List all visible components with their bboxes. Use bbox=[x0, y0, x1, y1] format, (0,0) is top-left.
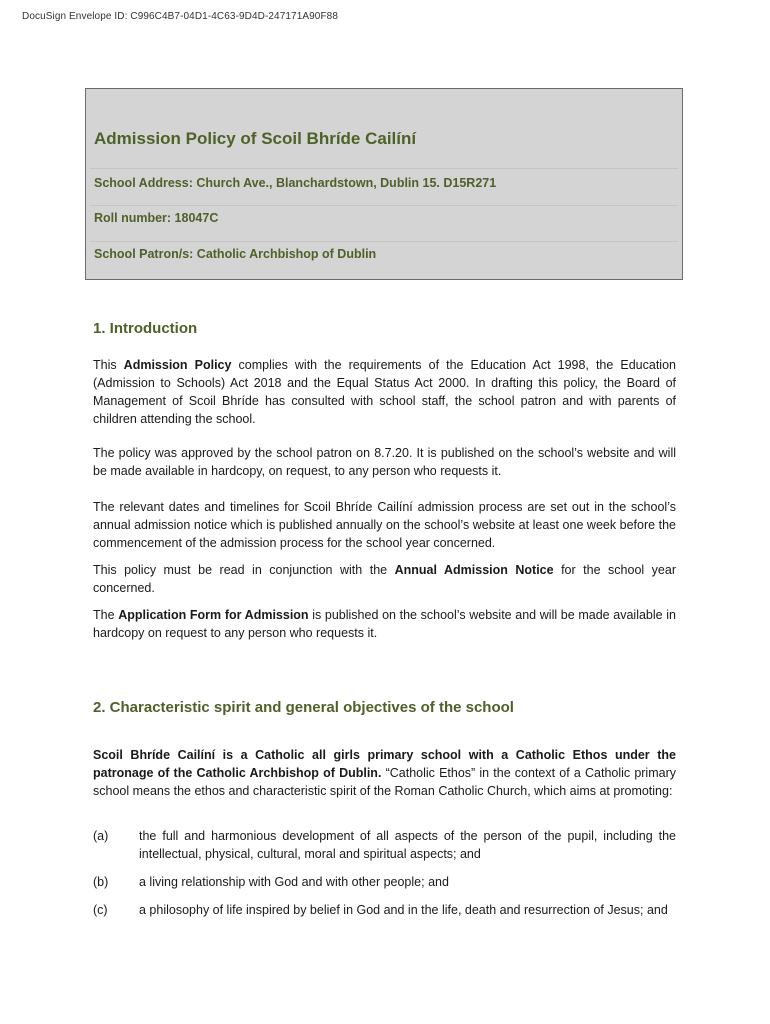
list-item-label: (b) bbox=[93, 875, 109, 889]
school-patron: School Patron/s: Catholic Archbishop of Dublin bbox=[94, 247, 377, 261]
intro-paragraph-4: This policy must be read in conjunction with the Annual Admission Notice for the school year concerned. bbox=[93, 563, 676, 595]
policy-title: Admission Policy of Scoil Bhríde Cailíní bbox=[94, 129, 417, 148]
list-item-text: a living relationship with God and with other people; and bbox=[139, 875, 449, 889]
intro-paragraph-1: This Admission Policy complies with the requirements of the Education Act 1998, the Education (Admission to Schools) Act 2018 and the Equal Status Act 2000. In drafting this policy, the Board of Management of Scoil Bhríde has consulted with school staff, the school patron and with parents of children attending the school. bbox=[93, 358, 676, 426]
header-divider bbox=[90, 168, 678, 169]
list-item-text: a philosophy of life inspired by belief in God and in the life, death and resurrection of Jesus; and bbox=[139, 903, 668, 917]
intro-paragraph-5: The Application Form for Admission is published on the school’s website and will be made available in hardcopy on request to any person who requests it. bbox=[93, 608, 676, 640]
school-address: School Address: Church Ave., Blanchardstown, Dublin 15. D15R271 bbox=[94, 176, 497, 190]
envelope-id: DocuSign Envelope ID: C996C4B7-04D1-4C63-9D4D-247171A90F88 bbox=[22, 11, 338, 22]
section-1-heading: 1. Introduction bbox=[93, 320, 198, 337]
list-item-label: (a) bbox=[93, 829, 109, 843]
list-item-text: the full and harmonious development of all aspects of the person of the pupil, including the intellectual, physical, cultural, moral and spiritual aspects; and bbox=[139, 829, 676, 861]
header-divider bbox=[90, 205, 678, 206]
intro-paragraph-2: The policy was approved by the school patron on 8.7.20. It is published on the school’s website and will be made available in hardcopy, on request, to any person who requests it. bbox=[93, 446, 676, 478]
header-divider bbox=[90, 241, 678, 242]
policy-header-box bbox=[85, 88, 683, 280]
roll-number: Roll number: 18047C bbox=[94, 211, 219, 225]
ethos-paragraph: Scoil Bhríde Cailíní is a Catholic all girls primary school with a Catholic Ethos under the patronage of the Catholic Archbishop of Dublin. “Catholic Ethos” in the context of a Catholic primary school means the ethos and characteristic spirit of the Roman Catholic Church, which aims at promoting: bbox=[93, 748, 676, 798]
intro-paragraph-3: The relevant dates and timelines for Scoil Bhríde Cailíní admission process are set out in the school’s annual admission notice which is published annually on the school’s website at least one week before the commencement of the admission process for the school year concerned. bbox=[93, 500, 676, 550]
section-2-heading: 2. Characteristic spirit and general objectives of the school bbox=[93, 699, 514, 716]
list-item-label: (c) bbox=[93, 903, 108, 917]
